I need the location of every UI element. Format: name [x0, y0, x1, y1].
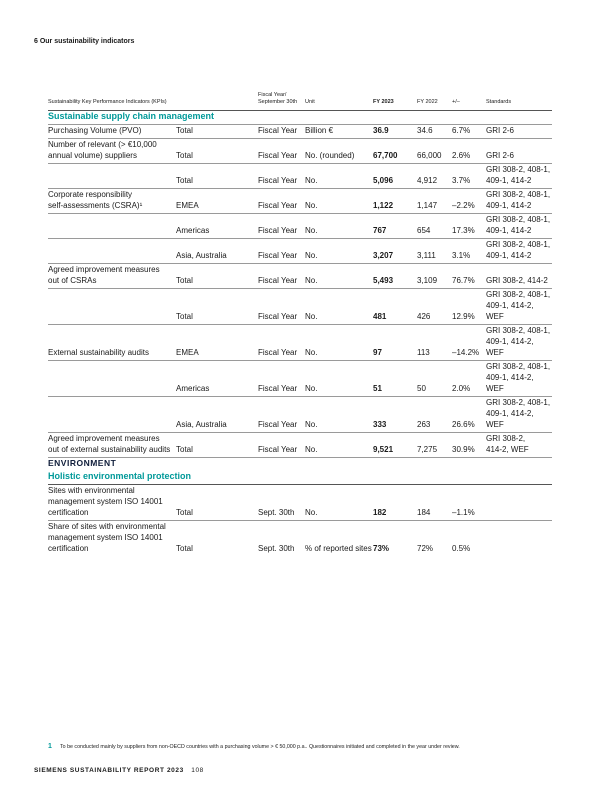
cell-fy2022: 263	[417, 396, 452, 432]
cell-kpi: Number of relevant (> €10,000 annual volume) suppliers	[48, 138, 176, 163]
table-row	[48, 263, 552, 288]
table-row	[48, 484, 552, 520]
cell-scope: Total	[176, 288, 258, 324]
table-row	[48, 188, 552, 213]
cell-fy2023: 1,122	[373, 188, 417, 213]
cell-fy2022: 50	[417, 360, 452, 396]
cell-unit: No.	[305, 396, 373, 432]
cell-fy2023: 333	[373, 396, 417, 432]
cell-period: Fiscal Year	[258, 324, 305, 360]
footnote	[48, 743, 568, 750]
cell-unit: No. (rounded)	[305, 138, 373, 163]
cell-unit: No.	[305, 484, 373, 520]
table-row	[48, 432, 552, 457]
cell-period: Fiscal Year	[258, 432, 305, 457]
cell-scope: Total	[176, 263, 258, 288]
cell-standards: GRI 308-2, 408-1, 409-1, 414-2	[486, 163, 552, 188]
cell-kpi: Share of sites with environmental management system ISO 14001 certification	[48, 520, 176, 556]
header-kpi: Sustainability Key Performance Indicators (KPIs)	[48, 98, 167, 105]
cell-fy2023: 182	[373, 484, 417, 520]
table-row	[48, 138, 552, 163]
cell-fy2022: 7,275	[417, 432, 452, 457]
cell-period: Sept. 30th	[258, 520, 305, 556]
cell-fy2022: 66,000	[417, 138, 452, 163]
table-row	[48, 124, 552, 138]
environment-label-row	[48, 457, 552, 471]
cell-scope: Asia, Australia	[176, 238, 258, 263]
cell-fy2022: 184	[417, 484, 452, 520]
cell-fy2023: 5,493	[373, 263, 417, 288]
cell-scope: Asia, Australia	[176, 396, 258, 432]
cell-unit: No.	[305, 188, 373, 213]
cell-kpi	[48, 238, 176, 263]
table-row	[48, 163, 552, 188]
cell-standards: GRI 308-2, 414-2, WEF	[486, 432, 552, 457]
cell-kpi: Sites with environmental management system ISO 14001 certification	[48, 484, 176, 520]
cell-fy2022: 3,109	[417, 263, 452, 288]
cell-unit: Billion €	[305, 124, 373, 138]
footnote-text: To be conducted mainly by suppliers from non-OECD countries with a purchasing volume > € 50,000 p.a.. Questionnaires initiated and completed in the year under review.	[60, 744, 460, 750]
cell-kpi: Agreed improvement measures out of external sustainability audits	[48, 432, 176, 457]
cell-period: Fiscal Year	[258, 263, 305, 288]
supply-chain-table-body	[48, 110, 552, 457]
cell-kpi: Agreed improvement measures out of CSRAs	[48, 263, 176, 288]
cell-fy2022: 34.6	[417, 124, 452, 138]
environment-section-title-row	[48, 471, 552, 485]
cell-kpi: Corporate responsibility self-assessments (CSRA)¹	[48, 188, 176, 213]
kpi-table	[48, 92, 552, 556]
cell-kpi: Purchasing Volume (PVO)	[48, 124, 176, 138]
table-row	[48, 238, 552, 263]
cell-scope: Total	[176, 163, 258, 188]
cell-unit: No.	[305, 432, 373, 457]
cell-fy2023: 97	[373, 324, 417, 360]
cell-scope: EMEA	[176, 324, 258, 360]
cell-period: Sept. 30th	[258, 484, 305, 520]
cell-change: 2.6%	[452, 138, 486, 163]
cell-kpi	[48, 360, 176, 396]
cell-fy2023: 3,207	[373, 238, 417, 263]
cell-standards: GRI 308-2, 408-1, 409-1, 414-2	[486, 238, 552, 263]
cell-kpi: External sustainability audits	[48, 324, 176, 360]
cell-standards: GRI 308-2, 408-1, 409-1, 414-2, WEF	[486, 288, 552, 324]
table-row	[48, 213, 552, 238]
cell-fy2023: 51	[373, 360, 417, 396]
cell-scope: Total	[176, 124, 258, 138]
cell-change: 30.9%	[452, 432, 486, 457]
table-row	[48, 288, 552, 324]
header-standards: Standards	[486, 98, 512, 105]
cell-fy2023: 9,521	[373, 432, 417, 457]
cell-period: Fiscal Year	[258, 188, 305, 213]
environment-table-body	[48, 457, 552, 556]
cell-period: Fiscal Year	[258, 288, 305, 324]
cell-fy2022: 654	[417, 213, 452, 238]
cell-fy2023: 767	[373, 213, 417, 238]
cell-standards	[486, 484, 552, 520]
cell-period: Fiscal Year	[258, 163, 305, 188]
environment-section-title: Holistic environmental protection	[48, 470, 192, 481]
cell-standards: GRI 308-2, 408-1, 409-1, 414-2, WEF	[486, 396, 552, 432]
header-unit: Unit	[305, 98, 315, 105]
cell-fy2022: 426	[417, 288, 452, 324]
cell-unit: No.	[305, 324, 373, 360]
cell-unit: No.	[305, 163, 373, 188]
environment-label: ENVIRONMENT	[48, 457, 552, 471]
cell-period: Fiscal Year	[258, 396, 305, 432]
cell-scope: Total	[176, 432, 258, 457]
header-change: +/–	[452, 98, 460, 105]
cell-change: 26.6%	[452, 396, 486, 432]
header-fy2023: FY 2023	[373, 98, 394, 105]
cell-change: –2.2%	[452, 188, 486, 213]
cell-fy2023: 73%	[373, 520, 417, 556]
cell-kpi	[48, 288, 176, 324]
cell-fy2023: 36.9	[373, 124, 417, 138]
table-row	[48, 324, 552, 360]
cell-scope: EMEA	[176, 188, 258, 213]
cell-fy2022: 1,147	[417, 188, 452, 213]
cell-period: Fiscal Year	[258, 138, 305, 163]
cell-unit: % of reported sites	[305, 520, 373, 556]
cell-scope: Total	[176, 138, 258, 163]
cell-change: 3.1%	[452, 238, 486, 263]
cell-standards: GRI 308-2, 408-1, 409-1, 414-2, WEF	[486, 360, 552, 396]
footer-brand: SIEMENS SUSTAINABILITY REPORT 2023	[34, 767, 184, 774]
cell-change: –14.2%	[452, 324, 486, 360]
table-row	[48, 520, 552, 556]
cell-change: 0.5%	[452, 520, 486, 556]
cell-fy2022: 72%	[417, 520, 452, 556]
cell-scope: Americas	[176, 213, 258, 238]
cell-change: 12.9%	[452, 288, 486, 324]
cell-kpi	[48, 213, 176, 238]
cell-unit: No.	[305, 360, 373, 396]
table-row	[48, 360, 552, 396]
supply-section-title-row	[48, 110, 552, 124]
cell-change: –1.1%	[452, 484, 486, 520]
cell-fy2022: 3,111	[417, 238, 452, 263]
cell-kpi	[48, 396, 176, 432]
page-footer	[34, 767, 204, 774]
footnote-marker: 1	[48, 743, 52, 750]
cell-unit: No.	[305, 263, 373, 288]
cell-period: Fiscal Year	[258, 238, 305, 263]
cell-fy2023: 67,700	[373, 138, 417, 163]
cell-scope: Total	[176, 484, 258, 520]
page-number: 108	[191, 767, 204, 774]
cell-fy2022: 113	[417, 324, 452, 360]
section-heading: 6 Our sustainability indicators	[34, 38, 135, 45]
cell-fy2022: 4,912	[417, 163, 452, 188]
cell-standards: GRI 2-6	[486, 138, 552, 163]
cell-change: 3.7%	[452, 163, 486, 188]
cell-fy2023: 481	[373, 288, 417, 324]
cell-fy2023: 5,096	[373, 163, 417, 188]
cell-period: Fiscal Year	[258, 213, 305, 238]
cell-standards: GRI 308-2, 414-2	[486, 263, 552, 288]
header-scope	[176, 92, 258, 110]
cell-unit: No.	[305, 213, 373, 238]
cell-scope: Total	[176, 520, 258, 556]
table-header-row	[48, 92, 552, 110]
cell-unit: No.	[305, 288, 373, 324]
table-row	[48, 396, 552, 432]
cell-period: Fiscal Year	[258, 360, 305, 396]
cell-change: 2.0%	[452, 360, 486, 396]
cell-unit: No.	[305, 238, 373, 263]
cell-standards	[486, 520, 552, 556]
supply-section-title: Sustainable supply chain management	[48, 110, 552, 124]
header-fy2022: FY 2022	[417, 98, 438, 105]
cell-standards: GRI 308-2, 408-1, 409-1, 414-2	[486, 188, 552, 213]
cell-change: 17.3%	[452, 213, 486, 238]
cell-period: Fiscal Year	[258, 124, 305, 138]
cell-standards: GRI 2-6	[486, 124, 552, 138]
cell-standards: GRI 308-2, 408-1, 409-1, 414-2, WEF	[486, 324, 552, 360]
header-fiscal: Fiscal Year/ September 30th	[258, 92, 298, 105]
cell-change: 6.7%	[452, 124, 486, 138]
cell-standards: GRI 308-2, 408-1, 409-1, 414-2	[486, 213, 552, 238]
cell-scope: Americas	[176, 360, 258, 396]
cell-kpi	[48, 163, 176, 188]
cell-change: 76.7%	[452, 263, 486, 288]
